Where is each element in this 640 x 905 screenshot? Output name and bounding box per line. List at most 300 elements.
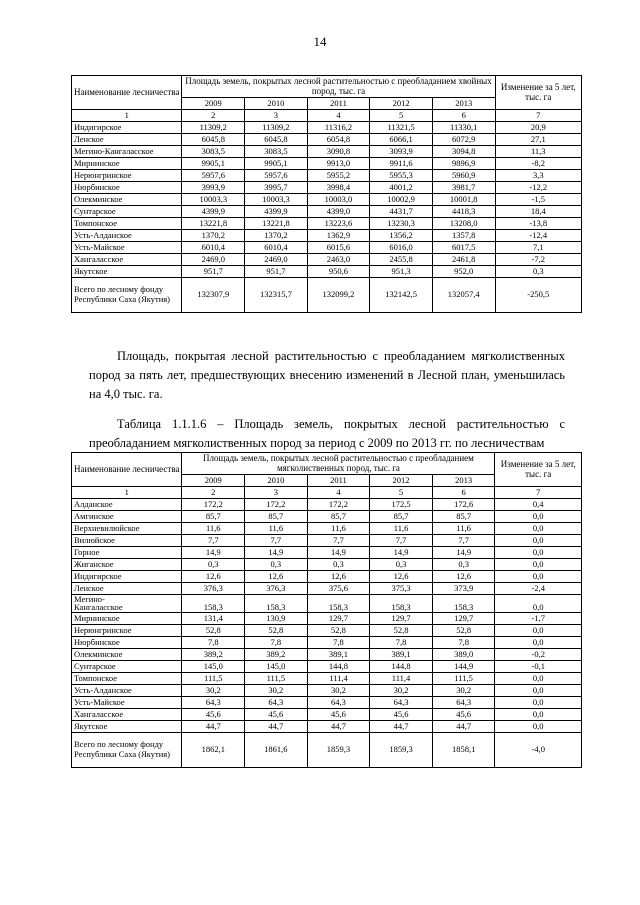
table-row <box>72 672 582 684</box>
table-row <box>72 648 582 660</box>
area-value: 44,7 <box>307 720 370 732</box>
table-row <box>72 253 582 265</box>
area-value: 0,3 <box>495 265 581 277</box>
area-value: 12,6 <box>370 570 433 582</box>
forestry-name: Индигирское <box>72 121 182 133</box>
total-label: Всего по лесному фонду Республики Саха (Якутия) <box>72 277 182 312</box>
area-value: 111,5 <box>182 672 245 684</box>
area-value: 7,7 <box>432 534 495 546</box>
forestry-name <box>72 594 182 612</box>
area-value: 4399,9 <box>245 205 308 217</box>
table-row <box>72 157 582 169</box>
area-value: 7,8 <box>432 636 495 648</box>
area-value: 950,6 <box>307 265 370 277</box>
area-value: 11,6 <box>370 522 433 534</box>
area-value: 129,7 <box>432 612 495 624</box>
area-value: 64,3 <box>432 696 495 708</box>
area-value: -12,4 <box>495 229 581 241</box>
area-value: 158,3 <box>307 594 370 612</box>
forestry-name: Мирнинское <box>72 157 182 169</box>
forestry-name: Усть-Майское <box>72 241 182 253</box>
area-value: 11321,5 <box>370 121 433 133</box>
softwood-area-table <box>71 452 582 768</box>
area-value: 6072,9 <box>432 133 495 145</box>
table-row <box>72 594 582 612</box>
area-value: 144,8 <box>307 660 370 672</box>
area-value: 11316,2 <box>307 121 370 133</box>
area-value: 12,6 <box>182 570 245 582</box>
area-value: 129,7 <box>370 612 433 624</box>
area-value: 951,7 <box>245 265 308 277</box>
area-value: 158,3 <box>182 594 245 612</box>
area-value: 3090,8 <box>307 145 370 157</box>
area-value: 44,7 <box>182 720 245 732</box>
paragraph-softwood-decrease: Площадь, покрытая лесной растительностью с преобладанием мягколиственных пород за пять лет, предшествующих внесению изменений в Лесной план, уменьшилась на 4,0 тыс. га. <box>89 349 565 401</box>
total-value: 132057,4 <box>432 277 495 312</box>
area-value: 9905,1 <box>182 157 245 169</box>
area-value: 11330,1 <box>432 121 495 133</box>
area-value: 10003,3 <box>182 193 245 205</box>
area-value: 30,2 <box>182 684 245 696</box>
forestry-name: Нерюнгринское <box>72 624 182 636</box>
area-value: 14,9 <box>432 546 495 558</box>
area-value: 3093,9 <box>370 145 433 157</box>
forestry-name: Ленское <box>72 582 182 594</box>
area-value: 5955,3 <box>370 169 433 181</box>
table-row <box>72 145 582 157</box>
table-row <box>72 510 582 522</box>
area-value: 111,4 <box>307 672 370 684</box>
area-value: 64,3 <box>370 696 433 708</box>
col-num: 1 <box>72 109 182 121</box>
table-row <box>72 193 582 205</box>
total-value: -250,5 <box>495 277 581 312</box>
area-value: 3998,4 <box>307 181 370 193</box>
area-value: 52,8 <box>307 624 370 636</box>
area-value: 0,0 <box>495 720 582 732</box>
table-row <box>72 534 582 546</box>
area-value: 45,6 <box>370 708 433 720</box>
col-num: 6 <box>432 486 495 498</box>
table-row <box>72 546 582 558</box>
area-value: 373,9 <box>432 582 495 594</box>
area-value: 0,0 <box>495 672 582 684</box>
area-value: 45,6 <box>245 708 308 720</box>
table-row <box>72 624 582 636</box>
area-value: 7,8 <box>307 636 370 648</box>
area-value: 9896,9 <box>432 157 495 169</box>
forestry-name: Хангаласское <box>72 253 182 265</box>
area-value: 7,8 <box>182 636 245 648</box>
table-row <box>72 217 582 229</box>
header-name: Наименование лесничества <box>72 76 182 110</box>
area-value: 64,3 <box>182 696 245 708</box>
area-value: 0,0 <box>495 522 582 534</box>
area-value: 27,1 <box>495 133 581 145</box>
area-value: 375,6 <box>307 582 370 594</box>
area-value: 375,3 <box>370 582 433 594</box>
area-value: 0,3 <box>182 558 245 570</box>
table-row <box>72 265 582 277</box>
area-value: -7,2 <box>495 253 581 265</box>
area-value: 0,0 <box>495 570 582 582</box>
area-value: 6017,5 <box>432 241 495 253</box>
col-num: 2 <box>182 486 245 498</box>
area-value: 2463,0 <box>307 253 370 265</box>
col-num: 3 <box>245 109 308 121</box>
year-cell: 2010 <box>245 474 308 486</box>
total-value: 1858,1 <box>432 732 495 767</box>
area-value: 172,2 <box>182 498 245 510</box>
area-value: 0,0 <box>495 684 582 696</box>
area-value: 4418,3 <box>432 205 495 217</box>
area-value: 0,0 <box>495 510 582 522</box>
col-num: 5 <box>370 109 433 121</box>
table-row <box>72 570 582 582</box>
forestry-name: Усть-Алданское <box>72 684 182 696</box>
forestry-name: Алданское <box>72 498 182 510</box>
area-value: 45,6 <box>432 708 495 720</box>
header-area: Площадь земель, покрытых лесной растительностью с преобладанием мягколиственных пород, тыс. га <box>182 453 495 475</box>
area-value: 131,4 <box>182 612 245 624</box>
area-value: 0,0 <box>495 696 582 708</box>
col-num: 6 <box>432 109 495 121</box>
area-value: 30,2 <box>245 684 308 696</box>
area-value: 44,7 <box>245 720 308 732</box>
table-row <box>72 612 582 624</box>
table-row <box>72 582 582 594</box>
area-value: 158,3 <box>370 594 433 612</box>
area-value: 389,1 <box>307 648 370 660</box>
area-value: 9911,6 <box>370 157 433 169</box>
area-value: 11309,2 <box>245 121 308 133</box>
col-num: 7 <box>495 486 582 498</box>
forestry-name: Нерюнгринское <box>72 169 182 181</box>
area-value: 10003,3 <box>245 193 308 205</box>
area-value: 1357,8 <box>432 229 495 241</box>
area-value: 145,0 <box>245 660 308 672</box>
year-cell: 2009 <box>182 474 245 486</box>
area-value: 13223,6 <box>307 217 370 229</box>
forestry-name-prefix: Мегино- <box>74 593 105 604</box>
area-value: 6045,8 <box>245 133 308 145</box>
area-value: 3083,5 <box>182 145 245 157</box>
area-value: 52,8 <box>182 624 245 636</box>
col-num: 5 <box>370 486 433 498</box>
table-row <box>72 169 582 181</box>
area-value: 0,0 <box>495 624 582 636</box>
page-number: 14 <box>313 34 327 49</box>
table-row <box>72 229 582 241</box>
area-value: 3981,7 <box>432 181 495 193</box>
table-row <box>72 708 582 720</box>
area-value: 7,7 <box>307 534 370 546</box>
area-value: 6010,4 <box>245 241 308 253</box>
column-number-row <box>72 109 582 121</box>
area-value: 5957,6 <box>245 169 308 181</box>
table-row <box>72 684 582 696</box>
area-value: 9913,0 <box>307 157 370 169</box>
area-value: 10001,8 <box>432 193 495 205</box>
total-label: Всего по лесному фонду Республики Саха (Якутия) <box>72 732 182 767</box>
table-row <box>72 205 582 217</box>
area-value: 85,7 <box>245 510 308 522</box>
col-num: 3 <box>245 486 308 498</box>
area-value: 0,0 <box>495 534 582 546</box>
area-value: 376,3 <box>245 582 308 594</box>
area-value: -2,4 <box>495 582 582 594</box>
area-value: 0,0 <box>495 546 582 558</box>
total-row <box>72 732 582 767</box>
area-value: 11,6 <box>245 522 308 534</box>
area-value: 0,0 <box>495 708 582 720</box>
year-cell: 2011 <box>307 97 370 109</box>
area-value: 30,2 <box>432 684 495 696</box>
area-value: 130,9 <box>245 612 308 624</box>
forestry-name: Томпонское <box>72 217 182 229</box>
forestry-name: Хангаласское <box>72 708 182 720</box>
area-value: 145,0 <box>182 660 245 672</box>
area-value: 6045,8 <box>182 133 245 145</box>
table-row <box>72 720 582 732</box>
area-value: 85,7 <box>182 510 245 522</box>
year-cell: 2010 <box>245 97 308 109</box>
area-value: 389,2 <box>182 648 245 660</box>
area-value: 172,6 <box>432 498 495 510</box>
area-value: -1,5 <box>495 193 581 205</box>
area-value: 2455,8 <box>370 253 433 265</box>
area-value: 12,6 <box>307 570 370 582</box>
area-value: 6010,4 <box>182 241 245 253</box>
forestry-name: Якутское <box>72 720 182 732</box>
table-row <box>72 660 582 672</box>
area-value: 13208,0 <box>432 217 495 229</box>
table2-caption: Таблица 1.1.1.6 – Площадь земель, покрытых лесной растительностью с преобладанием мягколиственных пород за период с 2009 по 2013 гг. по лесничествам <box>89 417 565 450</box>
area-value: 13221,8 <box>182 217 245 229</box>
table-row <box>72 181 582 193</box>
area-value: 389,1 <box>370 648 433 660</box>
forestry-name: Томпонское <box>72 672 182 684</box>
table-row <box>72 241 582 253</box>
forestry-name: Нюрбинское <box>72 636 182 648</box>
area-value: 7,7 <box>370 534 433 546</box>
area-value: 0,3 <box>307 558 370 570</box>
area-value: 12,6 <box>432 570 495 582</box>
area-value: 30,2 <box>370 684 433 696</box>
area-value: 3993,9 <box>182 181 245 193</box>
table-row <box>72 636 582 648</box>
area-value: 2469,0 <box>182 253 245 265</box>
area-value: 52,8 <box>432 624 495 636</box>
area-value: 389,0 <box>432 648 495 660</box>
area-value: 0,3 <box>370 558 433 570</box>
area-value: 52,8 <box>370 624 433 636</box>
area-value: 7,1 <box>495 241 581 253</box>
area-value: 14,9 <box>245 546 308 558</box>
area-value: 4431,7 <box>370 205 433 217</box>
table-row <box>72 522 582 534</box>
area-value: 111,4 <box>370 672 433 684</box>
area-value: 14,9 <box>370 546 433 558</box>
total-value: 1862,1 <box>182 732 245 767</box>
total-value: 132142,5 <box>370 277 433 312</box>
area-value: 7,8 <box>370 636 433 648</box>
forestry-name: Вилюйское <box>72 534 182 546</box>
forestry-name: Олекминское <box>72 648 182 660</box>
area-value: 172,2 <box>307 498 370 510</box>
year-cell: 2011 <box>307 474 370 486</box>
area-value: 144,8 <box>370 660 433 672</box>
col-num: 4 <box>307 109 370 121</box>
area-value: 5960,9 <box>432 169 495 181</box>
area-value: 12,6 <box>245 570 308 582</box>
area-value: 0,3 <box>432 558 495 570</box>
forestry-name: Сунтарское <box>72 660 182 672</box>
col-num: 7 <box>495 109 581 121</box>
area-value: 1356,2 <box>370 229 433 241</box>
col-num: 1 <box>72 486 182 498</box>
forestry-name: Нюрбинское <box>72 181 182 193</box>
area-value: 7,7 <box>245 534 308 546</box>
area-value: 6054,8 <box>307 133 370 145</box>
area-value: 2461,8 <box>432 253 495 265</box>
area-value: 1370,2 <box>182 229 245 241</box>
area-value: 7,8 <box>245 636 308 648</box>
area-value: 44,7 <box>432 720 495 732</box>
area-value: -1,7 <box>495 612 582 624</box>
area-value: 30,2 <box>307 684 370 696</box>
area-value: 1362,9 <box>307 229 370 241</box>
area-value: -0,1 <box>495 660 582 672</box>
area-value: 85,7 <box>432 510 495 522</box>
total-value: 1859,3 <box>307 732 370 767</box>
area-value: 11309,2 <box>182 121 245 133</box>
forestry-name: Мирнинское <box>72 612 182 624</box>
area-value: 45,6 <box>307 708 370 720</box>
area-value: 52,8 <box>245 624 308 636</box>
forestry-name: Амгинское <box>72 510 182 522</box>
col-num: 2 <box>182 109 245 121</box>
total-row <box>72 277 582 312</box>
area-value: -12,2 <box>495 181 581 193</box>
total-value: 132307,9 <box>182 277 245 312</box>
coniferous-area-table <box>71 75 582 313</box>
area-value: 144,9 <box>432 660 495 672</box>
area-value: 3995,7 <box>245 181 308 193</box>
total-value: 1861,6 <box>245 732 308 767</box>
area-value: 11,3 <box>495 145 581 157</box>
area-value: 0,0 <box>495 636 582 648</box>
area-value: -13,8 <box>495 217 581 229</box>
year-cell: 2012 <box>370 474 433 486</box>
area-value: 158,3 <box>432 594 495 612</box>
forestry-name: Индигирское <box>72 570 182 582</box>
area-value: -0,2 <box>495 648 582 660</box>
forestry-name: Усть-Алданское <box>72 229 182 241</box>
area-value: 5957,6 <box>182 169 245 181</box>
area-value: 6016,0 <box>370 241 433 253</box>
area-value: 0,3 <box>245 558 308 570</box>
year-cell: 2012 <box>370 97 433 109</box>
forestry-name-rest: Кангаласское <box>74 602 123 613</box>
col-num: 4 <box>307 486 370 498</box>
forestry-name: Мегино-Кангаласское <box>72 145 182 157</box>
area-value: 10003,0 <box>307 193 370 205</box>
area-value: 111,5 <box>245 672 308 684</box>
area-value: 0,0 <box>495 594 582 612</box>
forestry-name: Олекминское <box>72 193 182 205</box>
area-value: 45,6 <box>182 708 245 720</box>
year-cell: 2013 <box>432 474 495 486</box>
area-value: 64,3 <box>245 696 308 708</box>
header-change: Изменение за 5 лет, тыс. га <box>495 453 582 487</box>
year-cell: 2013 <box>432 97 495 109</box>
area-value: 0,4 <box>495 498 582 510</box>
total-value: 132315,7 <box>245 277 308 312</box>
area-value: -8,2 <box>495 157 581 169</box>
area-value: 2469,0 <box>245 253 308 265</box>
area-value: 85,7 <box>307 510 370 522</box>
total-value: -4,0 <box>495 732 582 767</box>
forestry-name: Жиганское <box>72 558 182 570</box>
area-value: 20,9 <box>495 121 581 133</box>
forestry-name: Верхневилюйское <box>72 522 182 534</box>
area-value: 3083,5 <box>245 145 308 157</box>
area-value: 951,7 <box>182 265 245 277</box>
area-value: 6066,1 <box>370 133 433 145</box>
area-value: 44,7 <box>370 720 433 732</box>
total-value: 132099,2 <box>307 277 370 312</box>
area-value: 18,4 <box>495 205 581 217</box>
forestry-name: Сунтарское <box>72 205 182 217</box>
area-value: 11,6 <box>432 522 495 534</box>
area-value: 389,2 <box>245 648 308 660</box>
forestry-name: Якутское <box>72 265 182 277</box>
area-value: 13221,8 <box>245 217 308 229</box>
area-value: 129,7 <box>307 612 370 624</box>
forestry-name: Ленское <box>72 133 182 145</box>
area-value: 951,3 <box>370 265 433 277</box>
total-value: 1859,3 <box>370 732 433 767</box>
area-value: 3,3 <box>495 169 581 181</box>
table-row <box>72 121 582 133</box>
area-value: 4399,9 <box>182 205 245 217</box>
forestry-name: Горное <box>72 546 182 558</box>
area-value: 85,7 <box>370 510 433 522</box>
area-value: 3094,8 <box>432 145 495 157</box>
area-value: 10002,9 <box>370 193 433 205</box>
area-value: 172,5 <box>370 498 433 510</box>
area-value: 14,9 <box>307 546 370 558</box>
area-value: 4001,2 <box>370 181 433 193</box>
area-value: 0,0 <box>495 558 582 570</box>
area-value: 1370,2 <box>245 229 308 241</box>
area-value: 64,3 <box>307 696 370 708</box>
header-change: Изменение за 5 лет, тыс. га <box>495 76 581 110</box>
table-row <box>72 696 582 708</box>
column-number-row <box>72 486 582 498</box>
table-row <box>72 558 582 570</box>
area-value: 13230,3 <box>370 217 433 229</box>
table-row <box>72 133 582 145</box>
area-value: 111,5 <box>432 672 495 684</box>
area-value: 9905,1 <box>245 157 308 169</box>
year-cell: 2009 <box>182 97 245 109</box>
area-value: 11,6 <box>307 522 370 534</box>
area-value: 4399,0 <box>307 205 370 217</box>
area-value: 14,9 <box>182 546 245 558</box>
forestry-name: Усть-Майское <box>72 696 182 708</box>
